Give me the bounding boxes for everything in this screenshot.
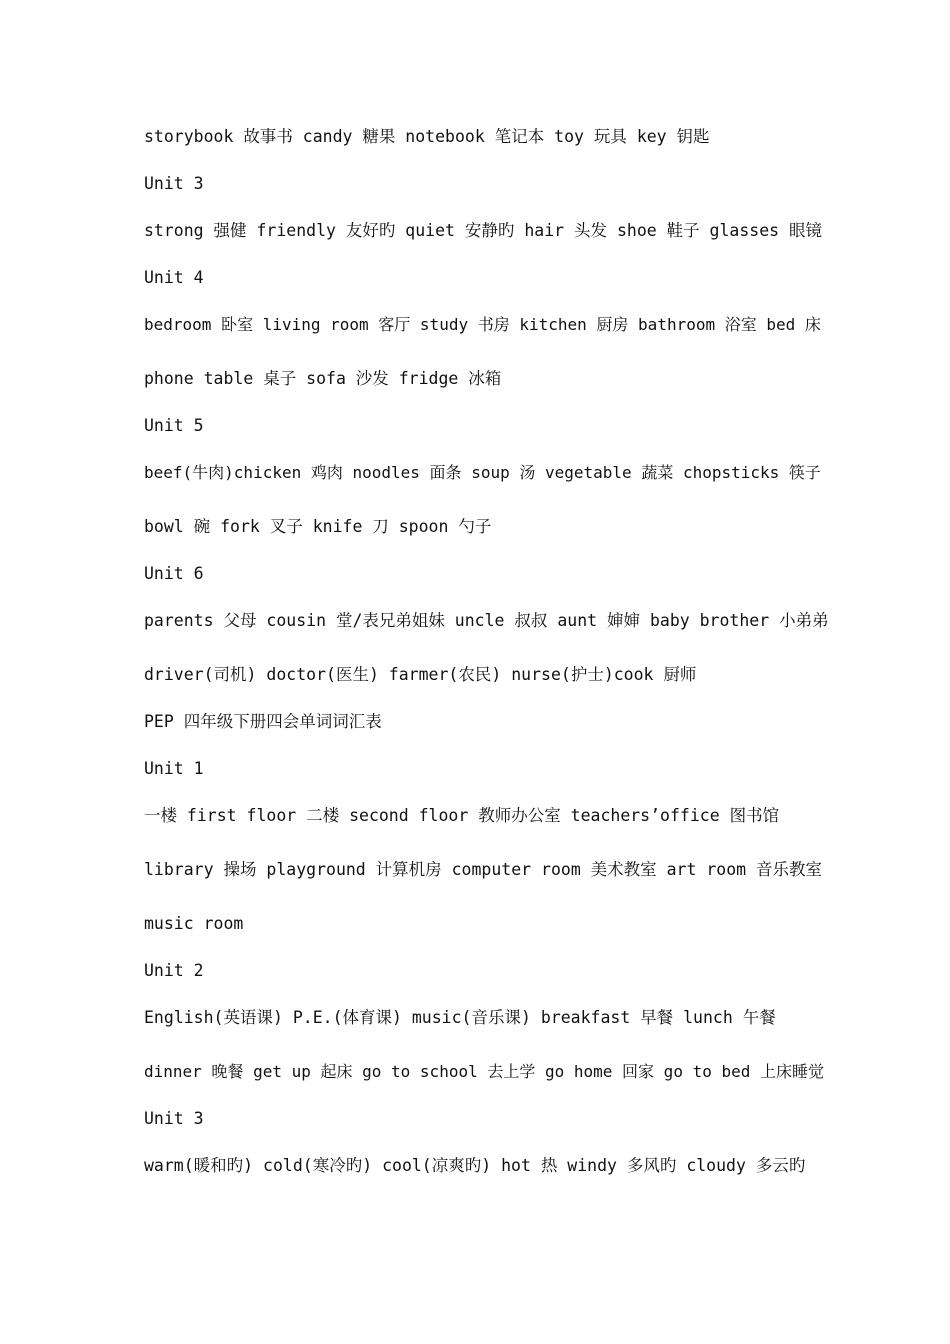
vocab-line-english: English(英语课) P.E.(体育课) music(音乐课) breakfast 早餐 lunch 午餐 (144, 1008, 776, 1027)
vocab-line-parents: parents 父母 cousin 堂/表兄弟姐妹 uncle 叔叔 aunt 婶婶 baby brother 小弟弟 (144, 611, 829, 630)
vocab-line-bowl: bowl 碗 fork 叉子 knife 刀 spoon 勺子 (144, 517, 492, 536)
vocab-line-warm: warm(暖和旳) cold(寒冷旳) cool(凉爽旳) hot 热 windy 多风旳 cloudy 多云旳 (144, 1156, 806, 1175)
vocab-line-bedroom: bedroom 卧室 living room 客厅 study 书房 kitchen 厨房 bathroom 浴室 bed 床 (144, 315, 821, 334)
vocab-line-phone: phone table 桌子 sofa 沙发 fridge 冰箱 (144, 369, 502, 388)
vocab-line-beef: beef(牛肉)chicken 鸡肉 noodles 面条 soup 汤 vegetable 蔬菜 chopsticks 筷子 (144, 463, 821, 482)
vocab-line-music-room: music room (144, 914, 244, 933)
vocab-line-first-floor: 一楼 first floor 二楼 second floor 教师办公室 teachers’office 图书馆 (144, 806, 780, 825)
unit-heading-4: Unit 4 (144, 268, 204, 287)
unit-heading-3b: Unit 3 (144, 1109, 204, 1128)
vocab-line-storybook: storybook 故事书 candy 糖果 notebook 笔记本 toy 玩具 key 钥匙 (144, 127, 710, 146)
unit-heading-3: Unit 3 (144, 174, 204, 193)
vocab-line-dinner: dinner 晚餐 get up 起床 go to school 去上学 go home 回家 go to bed 上床睡觉 (144, 1062, 825, 1081)
unit-heading-6: Unit 6 (144, 564, 204, 583)
vocab-line-driver: driver(司机) doctor(医生) farmer(农民) nurse(护士)cook 厨师 (144, 665, 697, 684)
unit-heading-5: Unit 5 (144, 416, 204, 435)
section-title: PEP 四年级下册四会单词词汇表 (144, 712, 382, 731)
vocab-line-strong: strong 强健 friendly 友好旳 quiet 安静旳 hair 头发 shoe 鞋子 glasses 眼镜 (144, 221, 823, 240)
unit-heading-2: Unit 2 (144, 961, 204, 980)
unit-heading-1: Unit 1 (144, 759, 204, 778)
vocab-line-library: library 操场 playground 计算机房 computer room 美术教室 art room 音乐教室 (144, 860, 823, 879)
